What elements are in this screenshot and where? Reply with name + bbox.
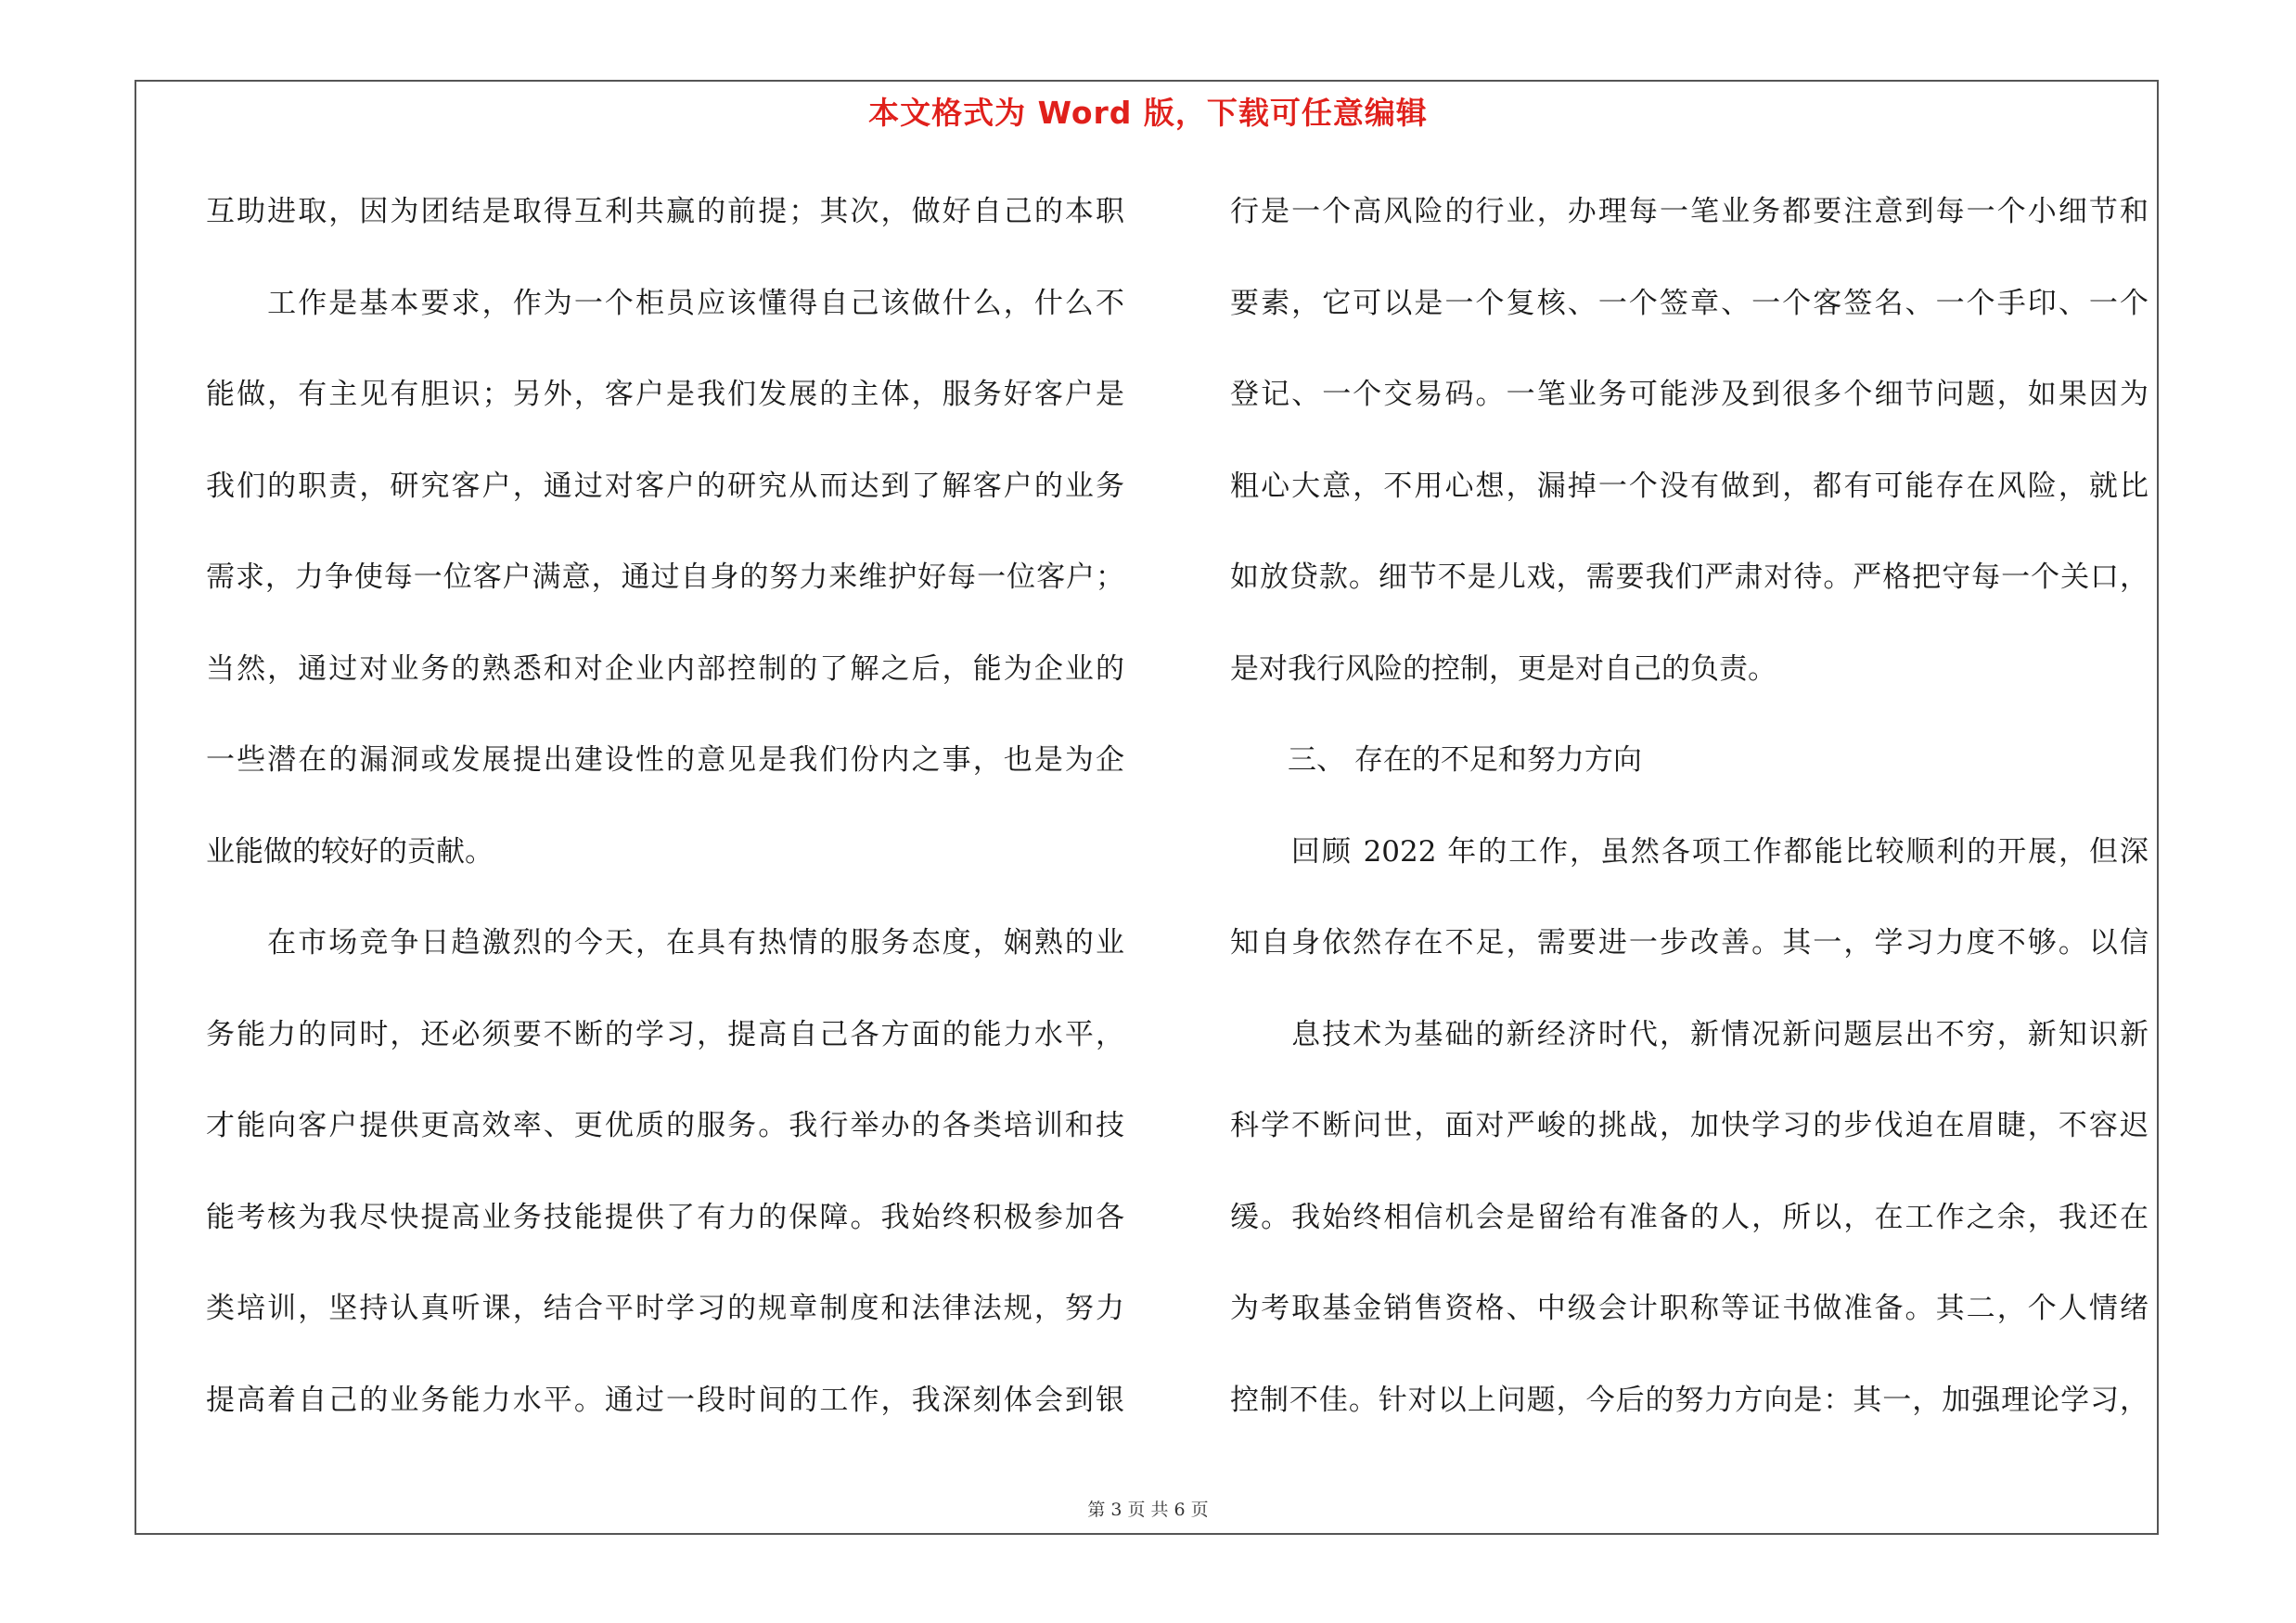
left-text-column xyxy=(206,184,1124,1463)
page-number-footer: 第 3 页 共 6 页 xyxy=(1087,1500,1209,1520)
text-line: 息技术为基础的新经济时代，新情况新问题层出不穷，新知识新 xyxy=(1230,1017,2148,1051)
right-text-column xyxy=(1230,184,2148,1463)
text-line: 当然，通过对业务的熟悉和对企业内部控制的了解之后，能为企业的 xyxy=(206,651,1124,686)
text-line: 工作是基本要求，作为一个柜员应该懂得自己该做什么，什么不 xyxy=(206,286,1124,320)
text-line: 能考核为我尽快提高业务技能提供了有力的保障。我始终积极参加各 xyxy=(206,1200,1124,1234)
text-line: 业能做的较好的贡献。 xyxy=(206,834,494,869)
text-line: 三、 存在的不足和努力方向 xyxy=(1230,743,1642,777)
text-line: 能做，有主见有胆识；另外，客户是我们发展的主体，服务好客户是 xyxy=(206,378,1124,411)
text-line: 要素，它可以是一个复核、一个签章、一个客签名、一个手印、一个 xyxy=(1230,286,2148,320)
text-line: 提高着自己的业务能力水平。通过一段时间的工作，我深刻体会到银 xyxy=(206,1383,1124,1417)
text-line: 知自身依然存在不足，需要进一步改善。其一，学习力度不够。以信 xyxy=(1230,926,2148,960)
text-line: 缓。我始终相信机会是留给有准备的人，所以，在工作之余，我还在 xyxy=(1230,1200,2148,1234)
text-line: 粗心大意，不用心想，漏掉一个没有做到，都有可能存在风险，就比 xyxy=(1230,469,2148,503)
text-line: 一些潜在的漏洞或发展提出建设性的意见是我们份内之事，也是为企 xyxy=(206,743,1124,777)
text-line: 类培训，坚持认真听课，结合平时学习的规章制度和法律法规，努力 xyxy=(206,1292,1124,1325)
text-line: 互助进取，因为团结是取得互利共赢的前提；其次，做好自己的本职 xyxy=(206,195,1124,228)
text-line: 行是一个高风险的行业，办理每一笔业务都要注意到每一个小细节和 xyxy=(1230,195,2148,228)
text-line: 控制不佳。针对以上问题，今后的努力方向是：其一，加强理论学习， xyxy=(1230,1383,2148,1417)
text-line: 才能向客户提供更高效率、更优质的服务。我行举办的各类培训和技 xyxy=(206,1109,1124,1142)
text-line: 是对我行风险的控制，更是对自己的负责。 xyxy=(1230,651,1777,686)
text-line: 回顾 2022 年的工作，虽然各项工作都能比较顺利的开展，但深 xyxy=(1230,834,2148,869)
text-line: 为考取基金销售资格、中级会计职称等证书做准备。其二，个人情绪 xyxy=(1230,1292,2148,1325)
text-line: 科学不断问世，面对严峻的挑战，加快学习的步伐迫在眉睫，不容迟 xyxy=(1230,1109,2148,1142)
text-line: 需求，力争使每一位客户满意，通过自身的努力来维护好每一位客户； xyxy=(206,560,1124,594)
text-line: 登记、一个交易码。一笔业务可能涉及到很多个细节问题，如果因为 xyxy=(1230,378,2148,411)
text-line: 务能力的同时，还必须要不断的学习，提高自己各方面的能力水平， xyxy=(206,1017,1124,1051)
text-line: 在市场竞争日趋激烈的今天，在具有热情的服务态度，娴熟的业 xyxy=(206,926,1124,960)
text-line: 我们的职责，研究客户，通过对客户的研究从而达到了解客户的业务 xyxy=(206,469,1124,503)
word-format-banner: 本文格式为 Word 版，下载可任意编辑 xyxy=(868,95,1428,131)
text-line: 如放贷款。细节不是儿戏，需要我们严肃对待。严格把守每一个关口， xyxy=(1230,560,2148,594)
